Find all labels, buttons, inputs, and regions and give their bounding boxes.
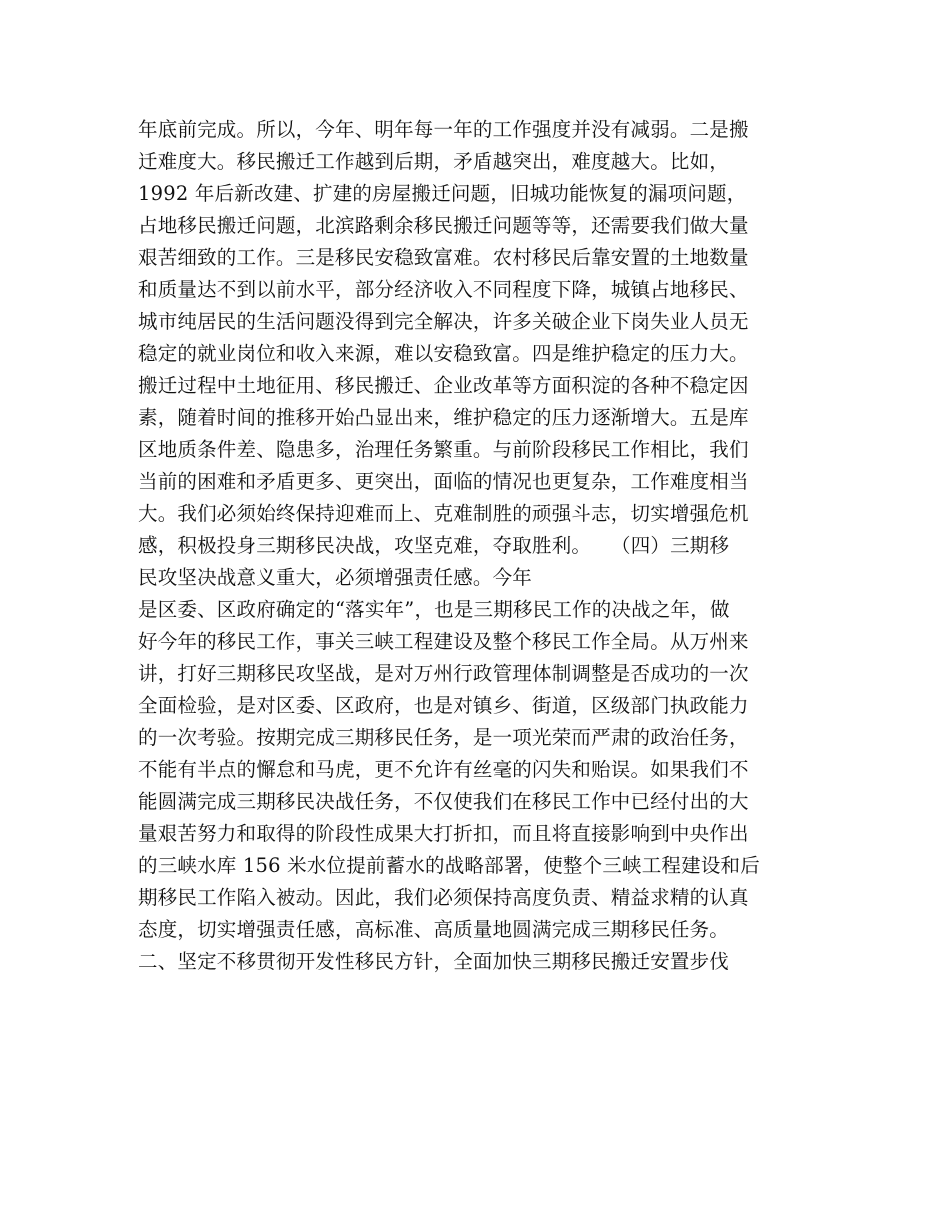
text-line: 大。我们必须始终保持迎难而上、克难制胜的顽强斗志，切实增强危机 <box>138 502 749 525</box>
text-line: 搬迁过程中土地征用、移民搬迁、企业改革等方面积淀的各种不稳定因 <box>138 374 749 397</box>
text-line: 能圆满完成三期移民决战任务，不仅使我们在移民工作中已经付出的大 <box>138 790 749 813</box>
body-text <box>138 114 828 978</box>
text-line: 的三峡水库 156 米水位提前蓄水的战略部署，使整个三峡工程建设和后 <box>138 854 760 877</box>
text-line: 期移民工作陷入被动。因此，我们必须保持高度负责、精益求精的认真 <box>138 886 749 909</box>
text-line: 当前的困难和矛盾更多、更突出，面临的情况也更复杂，工作难度相当 <box>138 470 749 493</box>
text-line: 区地质条件差、隐患多，治理任务繁重。与前阶段移民工作相比，我们 <box>138 438 749 461</box>
text-line: 年底前完成。所以，今年、明年每一年的工作强度并没有减弱。二是搬 <box>138 118 749 141</box>
text-line: 和质量达不到以前水平，部分经济收入不同程度下降，城镇占地移民、 <box>138 278 749 301</box>
text-line: 态度，切实增强责任感，高标准、高质量地圆满完成三期移民任务。 <box>138 918 730 941</box>
text-line: 艰苦细致的工作。三是移民安稳致富难。农村移民后靠安置的土地数量 <box>138 246 749 269</box>
text-line: 不能有半点的懈怠和马虎，更不允许有丝毫的闪失和贻误。如果我们不 <box>138 758 749 781</box>
text-line: 素，随着时间的推移开始凸显出来，维护稳定的压力逐渐增大。五是库 <box>138 406 749 429</box>
text-line: 稳定的就业岗位和收入来源，难以安稳致富。四是维护稳定的压力大。 <box>138 342 749 365</box>
text-line: 全面检验，是对区委、区政府，也是对镇乡、街道，区级部门执政能力 <box>138 694 749 717</box>
text-line: 感，积极投身三期移民决战，攻坚克难，夺取胜利。 （四）三期移 <box>138 534 730 557</box>
text-line: 1992 年后新改建、扩建的房屋搬迁问题，旧城功能恢复的漏项问题， <box>138 182 747 205</box>
text-line: 民攻坚决战意义重大，必须增强责任感。今年 <box>138 566 533 589</box>
section-heading: 二、坚定不移贯彻开发性移民方针，全面加快三期移民搬迁安置步伐 <box>138 950 730 973</box>
text-line: 的一次考验。按期完成三期移民任务，是一项光荣而严肃的政治任务， <box>138 726 749 749</box>
text-line: 迁难度大。移民搬迁工作越到后期，矛盾越突出，难度越大。比如， <box>138 150 730 173</box>
text-line: 讲，打好三期移民攻坚战，是对万州行政管理体制调整是否成功的一次 <box>138 662 749 685</box>
text-line: 量艰苦努力和取得的阶段性成果大打折扣，而且将直接影响到中央作出 <box>138 822 749 845</box>
text-line: 占地移民搬迁问题，北滨路剩余移民搬迁问题等等，还需要我们做大量 <box>138 214 749 237</box>
text-line: 好今年的移民工作，事关三峡工程建设及整个移民工作全局。从万州来 <box>138 630 749 653</box>
text-line: 是区委、区政府确定的“落实年”，也是三期移民工作的决战之年，做 <box>138 598 730 621</box>
text-line: 城市纯居民的生活问题没得到完全解决，许多关破企业下岗失业人员无 <box>138 310 749 333</box>
